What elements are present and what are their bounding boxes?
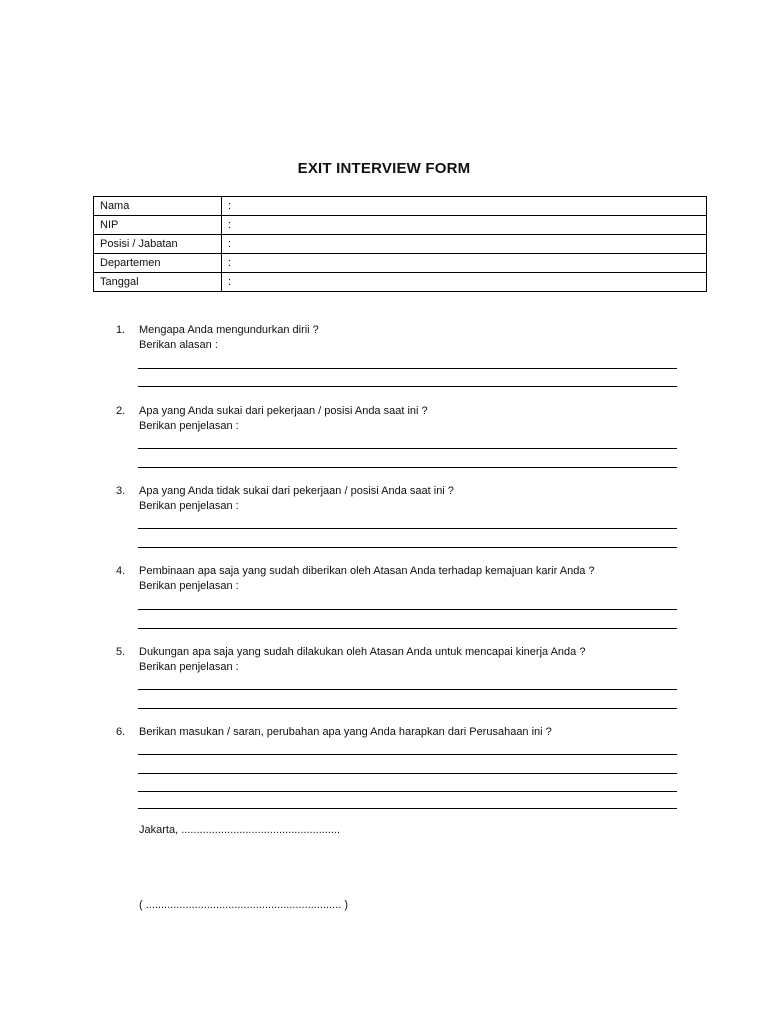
answer-line[interactable] <box>138 808 677 809</box>
field-label-nip: NIP <box>94 216 222 235</box>
question-prompt: Berikan penjelasan : <box>139 500 239 512</box>
answer-line[interactable] <box>138 708 677 709</box>
table-row <box>94 216 707 235</box>
question-text: Dukungan apa saja yang sudah dilakukan oleh Atasan Anda untuk mencapai kinerja Anda ? <box>139 646 586 658</box>
field-value-nama[interactable]: : <box>222 197 707 216</box>
answer-line[interactable] <box>138 528 677 529</box>
answer-line[interactable] <box>138 754 677 755</box>
employee-info-table <box>93 196 707 292</box>
question-text: Mengapa Anda mengundurkan dirii ? <box>139 324 319 336</box>
table-row <box>94 197 707 216</box>
question-prompt: Berikan alasan : <box>139 339 218 351</box>
question-number: 5. <box>116 646 126 658</box>
field-value-departemen[interactable]: : <box>222 254 707 273</box>
question-text: Apa yang Anda tidak sukai dari pekerjaan / posisi Anda saat ini ? <box>139 485 454 497</box>
field-label-tanggal: Tanggal <box>94 273 222 292</box>
form-title: EXIT INTERVIEW FORM <box>297 160 471 177</box>
question-text: Pembinaan apa saja yang sudah diberikan oleh Atasan Anda terhadap kemajuan karir Anda ? <box>139 565 595 577</box>
table-row <box>94 254 707 273</box>
field-value-posisi[interactable]: : <box>222 235 707 254</box>
question-text: Apa yang Anda sukai dari pekerjaan / posisi Anda saat ini ? <box>139 405 428 417</box>
answer-line[interactable] <box>138 628 677 629</box>
field-label-nama: Nama <box>94 197 222 216</box>
place-date-line[interactable]: Jakarta, .................................................... <box>139 824 341 836</box>
question-prompt: Berikan penjelasan : <box>139 580 239 592</box>
field-value-tanggal[interactable]: : <box>222 273 707 292</box>
question-number: 2. <box>116 405 126 417</box>
question-number: 6. <box>116 726 126 738</box>
answer-line[interactable] <box>138 609 677 610</box>
answer-line[interactable] <box>138 386 677 387</box>
answer-line[interactable] <box>138 467 677 468</box>
table-row <box>94 273 707 292</box>
answer-line[interactable] <box>138 448 677 449</box>
field-label-departemen: Departemen <box>94 254 222 273</box>
answer-line[interactable] <box>138 689 677 690</box>
question-prompt: Berikan penjelasan : <box>139 420 239 432</box>
answer-line[interactable] <box>138 547 677 548</box>
signature-line[interactable]: ( ................................................................ ) <box>139 899 349 911</box>
question-prompt: Berikan penjelasan : <box>139 661 239 673</box>
answer-line[interactable] <box>138 773 677 774</box>
field-value-nip[interactable]: : <box>222 216 707 235</box>
answer-line[interactable] <box>138 791 677 792</box>
question-number: 3. <box>116 485 126 497</box>
table-row <box>94 235 707 254</box>
question-number: 4. <box>116 565 126 577</box>
question-number: 1. <box>116 324 126 336</box>
field-label-posisi: Posisi / Jabatan <box>94 235 222 254</box>
answer-line[interactable] <box>138 368 677 369</box>
question-text: Berikan masukan / saran, perubahan apa yang Anda harapkan dari Perusahaan ini ? <box>139 726 552 738</box>
